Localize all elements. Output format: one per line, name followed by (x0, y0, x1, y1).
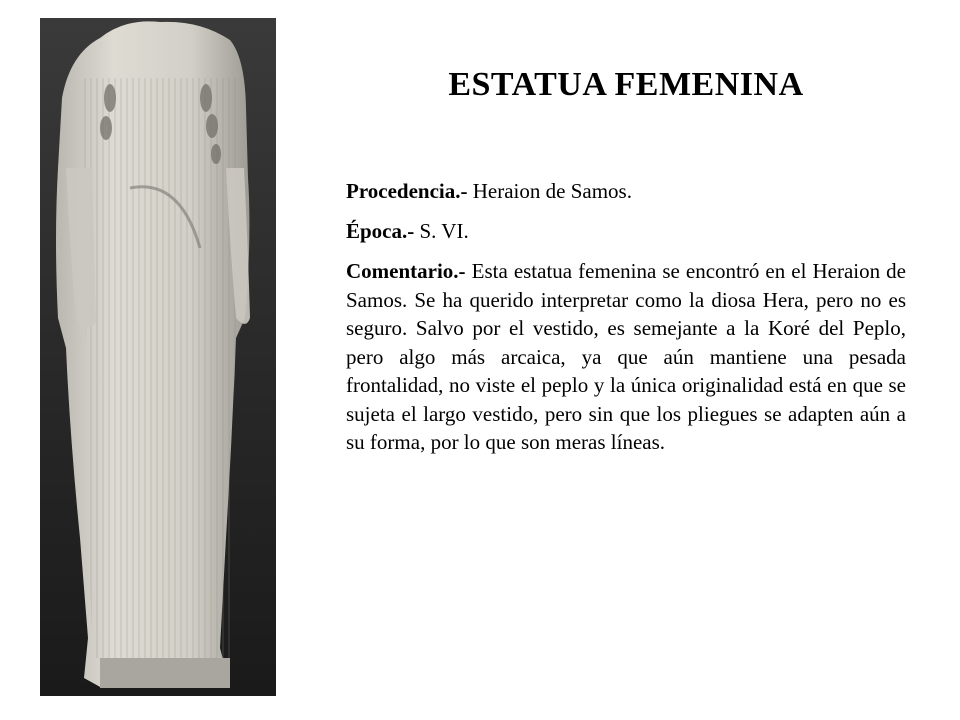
commentary-entry (346, 257, 906, 457)
period-value: S. VI. (414, 219, 469, 243)
commentary-label: Comentario.- (346, 259, 466, 283)
page-title: ESTATUA FEMENINA (448, 66, 804, 103)
provenance-value: Heraion de Samos. (467, 179, 632, 203)
period-label: Época.- (346, 219, 415, 243)
provenance-entry (346, 177, 906, 206)
provenance-label: Procedencia.- (346, 179, 468, 203)
statue-photo-icon (40, 18, 276, 696)
statue-photo (40, 18, 276, 696)
commentary-value: Esta estatua femenina se encontró en el Heraion de Samos. Se ha querido interpretar como la diosa Hera, pero no es seguro. Salvo por el vestido, es semejante a la Koré del Peplo, pero algo más arcaica, ya que aún mantiene una pesada frontalidad, no viste el peplo y la única originalidad está en que se sujeta el largo vestido, pero sin que los pliegues se adapten aún a su forma, por lo que son meras líneas. (346, 259, 906, 454)
period-entry (346, 217, 906, 246)
